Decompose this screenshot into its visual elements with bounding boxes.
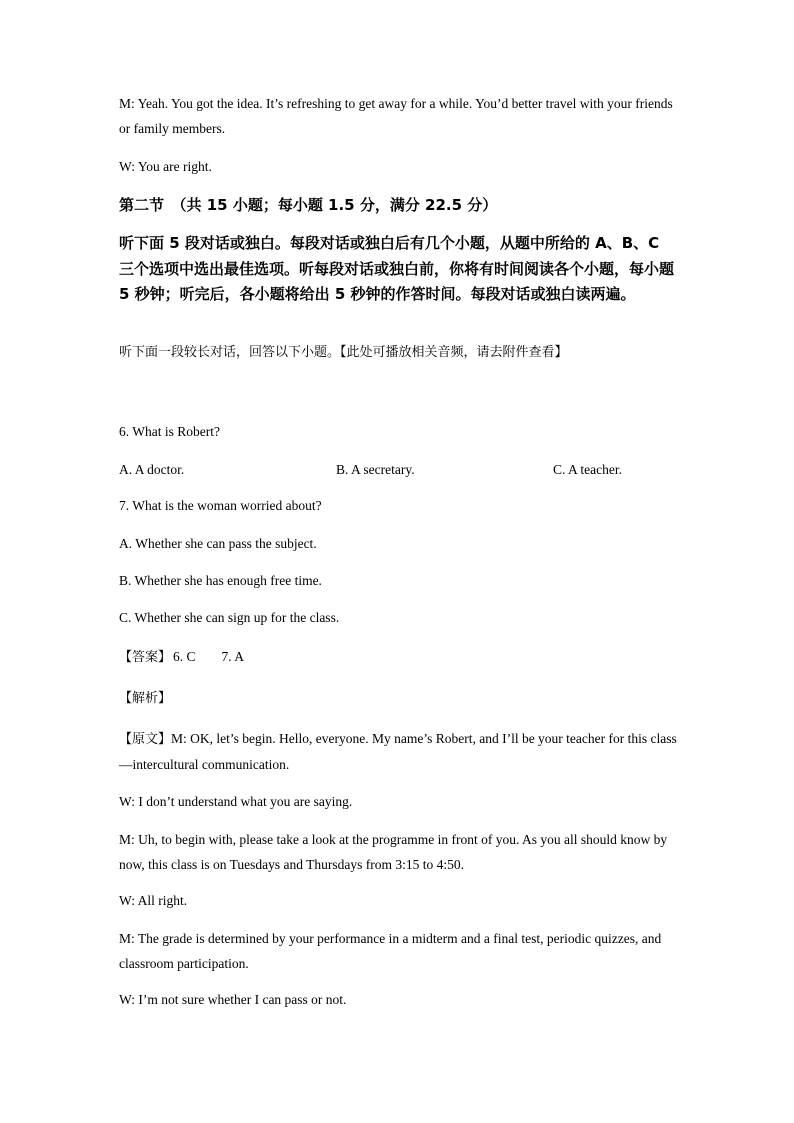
question-6-stem: 6. What is Robert? (119, 424, 220, 439)
answer-6: 6. C (173, 649, 196, 664)
question-6-option-c: C. A teacher. (553, 462, 622, 477)
transcript-line-1 (119, 727, 679, 777)
section-instructions: 听下面 5 段对话或独白。每段对话或独白后有几个小题，从题中所给的 A、B、C 三个选项中选出最佳选项。听每段对话或独白前，你将有时间阅读各个小题，每小题 5 秒钟；听完后，各小题将给出 5 秒钟的作答时间。每段对话或独白读两遍。 (119, 234, 675, 303)
answer-line (119, 645, 679, 671)
transcript-line-2: W: I don’t understand what you are saying. (119, 794, 353, 809)
dialogue-line-w-right: W: You are right. (119, 159, 212, 174)
transcript-line-4: W: All right. (119, 893, 188, 908)
analysis-label: 【解析】 (119, 691, 172, 706)
transcript-line-6: W: I’m not sure whether I can pass or not. (119, 992, 347, 1007)
question-7-option-a: A. Whether she can pass the subject. (119, 536, 317, 551)
answer-7: 7. A (221, 649, 245, 664)
dialogue-line-m-travel: M: Yeah. You got the idea. It’s refreshing to get away for a while. You’d better travel with your friends or family members. (119, 96, 673, 136)
question-7-option-c: C. Whether she can sign up for the class. (119, 610, 340, 625)
transcript-text-1: M: OK, let’s begin. Hello, everyone. My name’s Robert, and I’ll be your teacher for this class—intercultural communication. (119, 731, 677, 772)
answer-label: 【答案】 (119, 650, 172, 665)
section-title: 第二节 （共 15 小题；每小题 1.5 分，满分 22.5 分） (119, 196, 498, 214)
original-text-label: 【原文】 (119, 732, 172, 747)
analysis-label-line (119, 686, 679, 712)
question-6-option-a: A. A doctor. (119, 462, 185, 477)
question-6-option-b: B. A secretary. (336, 462, 415, 477)
question-7-stem: 7. What is the woman worried about? (119, 498, 322, 513)
transcript-line-5: M: The grade is determined by your performance in a midterm and a final test, periodic quizzes, and classroom participation. (119, 931, 662, 971)
transcript-line-3: M: Uh, to begin with, please take a look at the programme in front of you. As you all should know by now, this class is on Tuesdays and Thursdays from 3:15 to 4:50. (119, 832, 668, 872)
audio-note: 听下面一段较长对话，回答以下小题。【此处可播放相关音频，请去附件查看】 (119, 345, 568, 360)
question-7-option-b: B. Whether she has enough free time. (119, 573, 322, 588)
